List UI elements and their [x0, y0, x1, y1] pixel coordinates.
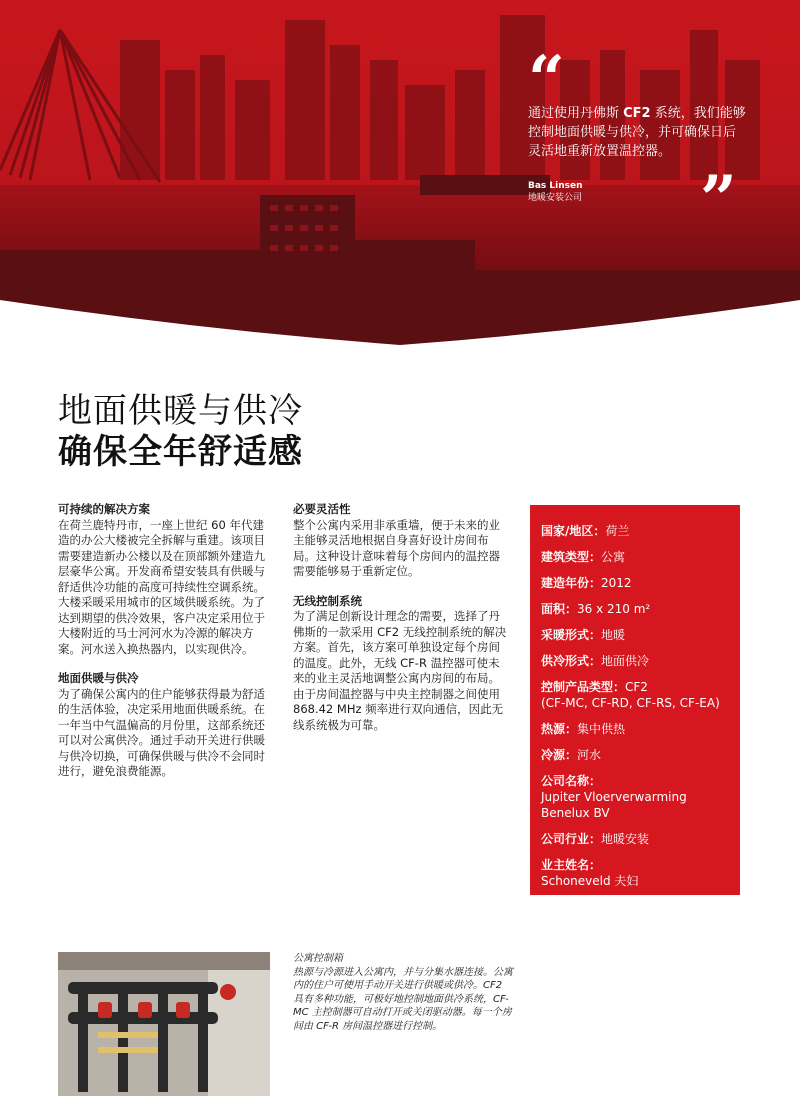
- text-column-left: [58, 502, 268, 794]
- city-skyline-illustration: [0, 0, 800, 345]
- fact-label: 热源：: [541, 722, 578, 736]
- fact-value: 2012: [601, 576, 632, 590]
- quote-open-mark: “: [528, 42, 565, 117]
- fact-row: [541, 679, 730, 711]
- fact-row: [541, 653, 730, 669]
- fact-row: [541, 721, 730, 737]
- section-body: 整个公寓内采用非承重墙，便于未来的业主能够灵活地根据自身喜好设计房间布局。这种设计意味着每个房间内的温控器需要能够易于重新定位。: [293, 517, 500, 578]
- page-title-line1: 地面供暖与供冷: [58, 391, 303, 431]
- hero-banner: [0, 0, 800, 345]
- fact-value: 地暖安装: [601, 832, 650, 846]
- quote-text-post: 系统，我们能够控制地面供暖与供冷，并可确保日后灵活地重新放置温控器。: [528, 106, 746, 159]
- fact-label: 公司行业：: [541, 832, 602, 846]
- fact-label: 面积：: [541, 602, 578, 616]
- page-title-line2: 确保全年舒适感: [58, 432, 303, 472]
- section-heading: 地面供暖与供冷: [58, 671, 139, 685]
- fact-row: [541, 773, 730, 821]
- section-heading: 无线控制系统: [293, 593, 362, 608]
- caption-title: 公寓控制箱: [293, 953, 343, 964]
- text-column-middle: [293, 502, 507, 747]
- section-body: 为了确保公寓内的住户能够获得最为舒适的生活体验，决定采用地面供暖系统。在一年当中气温偏高的月份里，这部系统还可以对公寓供冷。通过手动开关进行供暖与供冷切换，可确保供暖与供冷不会同时进行，避免浪费能源。: [58, 686, 265, 778]
- fact-row: [541, 601, 730, 617]
- fact-label: 供冷形式：: [541, 654, 602, 668]
- section-body: 为了满足创新设计理念的需要，选择了丹佛斯的一款采用 CF2 无线控制系统的解决方案。首先，该方案可单独设定每个房间的温度。此外，无线 CF-R 温控器可使未来的业主灵活地调整公寓内房间的布局。由于房间温控器与中央主控制器之间使用 868.42 MHz 频率进行双向通信，因此无线系统极为可靠。: [293, 609, 507, 732]
- fact-label: 控制产品类型：: [541, 680, 626, 694]
- fact-value: CF2: [625, 680, 648, 694]
- fact-row: [541, 627, 730, 643]
- fact-value-line2: Jupiter Vloerverwarming: [541, 790, 687, 804]
- fact-value: 荷兰: [605, 524, 630, 538]
- fact-row: [541, 549, 730, 565]
- fact-value-line2: Schoneveld 夫妇: [541, 874, 639, 888]
- fact-row: [541, 747, 730, 763]
- fact-row: [541, 575, 730, 591]
- manifold-photo-illustration: [58, 952, 270, 1096]
- fact-value: 地暖: [601, 628, 626, 642]
- fact-value: 36 x 210 m²: [577, 602, 651, 616]
- control-box-photo: [58, 952, 270, 1096]
- fact-value-line2: (CF-MC, CF-RD, CF-RS, CF-EA): [541, 696, 720, 710]
- author-title: 地暖安装公司: [528, 193, 583, 203]
- fact-value-line3: Benelux BV: [541, 806, 610, 820]
- fact-value: 集中供热: [577, 722, 626, 736]
- hero-quote: [528, 104, 748, 161]
- quote-close-mark: ”: [700, 162, 737, 237]
- section-heading: 可持续的解决方案: [58, 502, 150, 516]
- fact-value: 公寓: [601, 550, 626, 564]
- fact-row: [541, 831, 730, 847]
- fact-label: 采暖形式：: [541, 628, 602, 642]
- author-name: Bas Linsen: [528, 181, 583, 191]
- quote-author: [528, 180, 583, 204]
- quote-text-pre: 通过使用丹佛斯: [528, 106, 624, 121]
- fact-label: 公司名称：: [541, 774, 602, 788]
- fact-label: 建筑类型：: [541, 550, 602, 564]
- photo-caption: [293, 952, 513, 1033]
- fact-label: 业主姓名：: [541, 858, 602, 872]
- fact-row: [541, 523, 730, 539]
- fact-row: [541, 857, 730, 889]
- fact-value: 河水: [577, 748, 602, 762]
- fact-label: 冷源：: [541, 748, 578, 762]
- fact-label: 国家/地区：: [541, 524, 606, 538]
- section-body: 在荷兰鹿特丹市，一座上世纪 60 年代建造的办公大楼被完全拆解与重建。该项目需要建造新办公楼以及在顶部额外建造九层豪华公寓。开发商希望安装具有供暖与舒适供冷功能的高度可持续性空调系统。大楼采暖采用城市的区域供暖系统。为了达到期望的供冷效果，客户决定采用位于大楼附近的马士河河水为冷源的解决方案。河水送入换热器内，以实现供冷。: [58, 517, 265, 656]
- caption-body: 热源与冷源进入公寓内，并与分集水器连接。公寓内的住户可使用手动开关进行供暖或供冷。CF2 具有多种功能，可极好地控制地面供冷系统，CF-MC 主控制器可自动打开或关闭驱动器。每一个房间由 CF-R 房间温控器进行控制。: [293, 966, 513, 1032]
- project-facts-box: [530, 505, 740, 895]
- quote-brand: CF2: [623, 106, 651, 121]
- section-heading: 必要灵活性: [293, 502, 351, 516]
- fact-value: 地面供冷: [601, 654, 650, 668]
- fact-label: 建造年份：: [541, 576, 602, 590]
